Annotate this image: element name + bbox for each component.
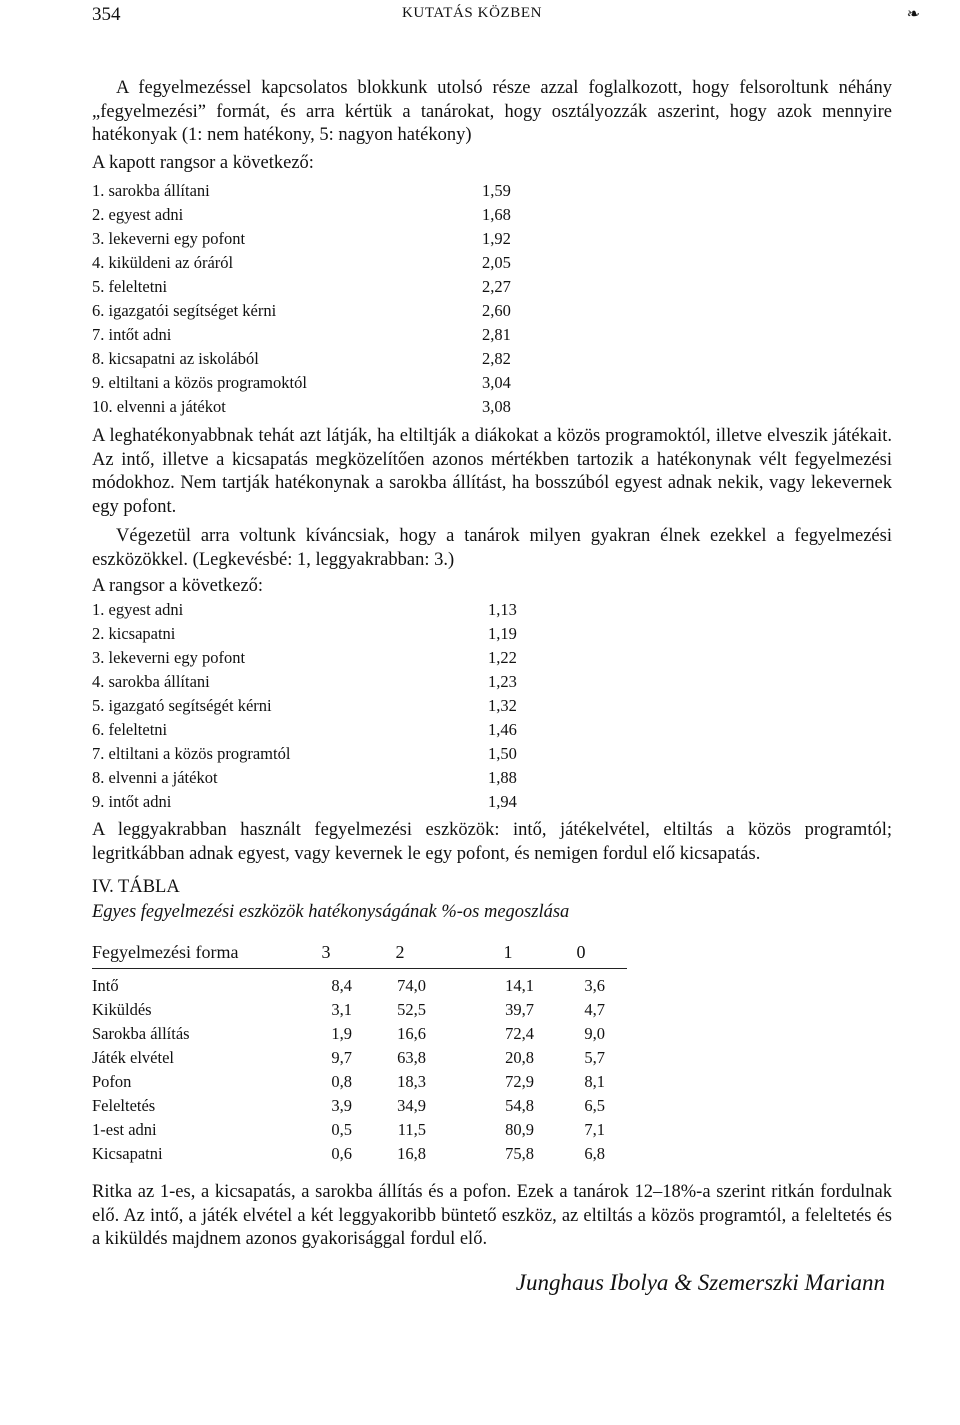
list-item: 5. feleltetni 2,27 [92, 277, 511, 296]
table-header-cell: 0 [576, 942, 586, 962]
author-signature: Junghaus Ibolya & Szemerszki Mariann [515, 1270, 885, 1295]
table-row: Kicsapatni 0,6 16,8 75,8 6,8 [92, 1144, 605, 1163]
table-header-cell: Fegyelmezési forma [92, 942, 239, 962]
list-item: 6. igazgatói segítséget kérni 2,60 [92, 301, 511, 320]
table-row: Intő 8,4 74,0 14,1 3,6 [92, 976, 605, 995]
list-item: 3. lekeverni egy pofont 1,22 [92, 648, 517, 667]
paragraph-5: Ritka az 1-es, a kicsapatás, a sarokba állítás és a pofon. Ezek a tanárok 12–18%-a szerint ritkán fordulnak elő. Az intő, a játék elvétel a két leggyakoribb büntető eszköz, az eltiltás a közös programtól, a feleltetés és a kiküldés majdnem azonos gyakorisággal fordul elő. [92, 1182, 892, 1250]
table-row: 1-est adni 0,5 11,5 80,9 7,1 [92, 1120, 605, 1139]
table-row: Feleltetés 3,9 34,9 54,8 6,5 [92, 1096, 605, 1115]
paragraph-3: Végezetül arra voltunk kíváncsiak, hogy a tanárok milyen gyakran élnek ezekkel a fegyelmezési eszközökkel. (Legkevésbé: 1, leggyakrabban: 3.) [92, 526, 892, 570]
list-item: 4. sarokba állítani 1,23 [92, 672, 517, 691]
list-item: 2. egyest adni 1,68 [92, 205, 511, 224]
table-row: Játék elvétel 9,7 63,8 20,8 5,7 [92, 1048, 605, 1067]
list-item: 9. eltiltani a közös programoktól 3,04 [92, 373, 511, 392]
ranking1-intro: A kapott rangsor a következő: [92, 153, 314, 173]
table-header-cell: 1 [503, 942, 513, 962]
intro-paragraph: A fegyelmezéssel kapcsolatos blokkunk utolsó része azzal foglalkozott, hogy felsoroltunk néhány „fegyelmezési” formát, és arra kértük a tanárokat, hogy osztályozzák aszerint, hogy azok mennyire hatékonyak (1: nem hatékony, 5: nagyon hatékony) [92, 78, 892, 146]
page-header [92, 4, 920, 26]
ornament-icon: ❧ [906, 6, 920, 23]
table-row: Pofon 0,8 18,3 72,9 8,1 [92, 1072, 605, 1091]
list-item: 8. elvenni a játékot 1,88 [92, 768, 517, 787]
ranking2-intro: A rangsor a következő: [92, 576, 264, 596]
table-row: Sarokba állítás 1,9 16,6 72,4 9,0 [92, 1024, 605, 1043]
table-header-cell: 2 [395, 942, 405, 962]
list-item: 5. igazgató segítségét kérni 1,32 [92, 696, 517, 715]
paragraph-4: A leggyakrabban használt fegyelmezési eszközök: intő, játékelvétel, eltiltás a közös programtól; legritkábban adnak egyest, vagy kevernek le egy pofont, és nemigen fordul elő kicsapatás. [92, 820, 892, 864]
table-number: IV. TÁBLA [92, 877, 180, 897]
table-row: Kiküldés 3,1 52,5 39,7 4,7 [92, 1000, 605, 1019]
running-title: KUTATÁS KÖZBEN [402, 5, 543, 21]
table-caption: Egyes fegyelmezési eszközök hatékonyságának %-os megoszlása [92, 902, 570, 922]
list-item: 1. egyest adni 1,13 [92, 600, 517, 619]
list-item: 8. kicsapatni az iskolából 2,82 [92, 349, 511, 368]
list-item: 7. intőt adni 2,81 [92, 325, 511, 344]
list-item: 3. lekeverni egy pofont 1,92 [92, 229, 511, 248]
list-item: 4. kiküldeni az óráról 2,05 [92, 253, 511, 272]
list-item: 10. elvenni a játékot 3,08 [92, 397, 511, 416]
list-item: 2. kicsapatni 1,19 [92, 624, 517, 643]
table-header-rule [92, 968, 627, 969]
table-header [92, 942, 627, 966]
list-item: 9. intőt adni 1,94 [92, 792, 517, 811]
list-item: 6. feleltetni 1,46 [92, 720, 517, 739]
table-header-cell: 3 [321, 942, 331, 962]
paragraph-2: A leghatékonyabbnak tehát azt látják, ha eltiltják a diákokat a közös programoktól, illetve elveszik játékait. Az intő, illetve a kicsapatás megközelítően azonos mértékben tartozik a hatékonynak vélt fegyelmezési módokhoz. Nem tartják hatékonynak a sarokba állítást, ha bosszúból egyest adnak nekik, vagy lekevernek egy pofont. [92, 426, 892, 517]
list-item: 7. eltiltani a közös programtól 1,50 [92, 744, 517, 763]
page-number: 354 [92, 4, 121, 25]
list-item: 1. sarokba állítani 1,59 [92, 181, 511, 200]
